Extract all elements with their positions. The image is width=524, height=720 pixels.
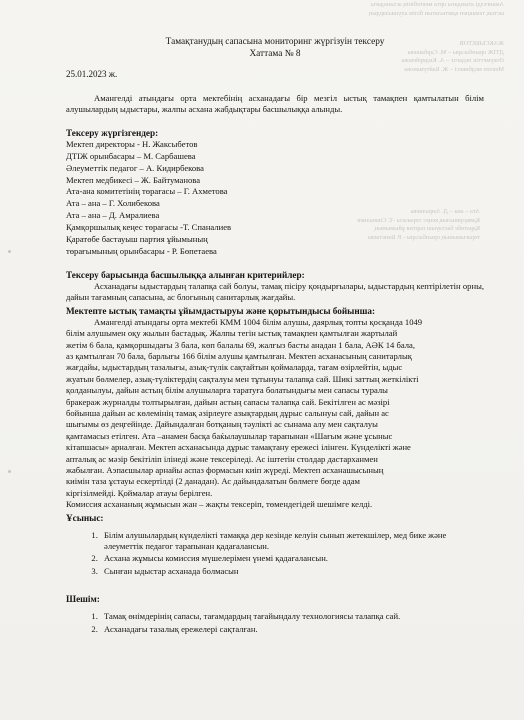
body-line: аз қамтылған 70 бала, барлығы 166 білім алушы қамтылған. Мектеп асханасының санитарлық	[66, 350, 412, 361]
decision-item: 1. Тамақ өнімдерінің сапасы, тағамдардың тағайындалу технологиясы талапқа сай.	[100, 611, 484, 622]
document-title: Тамақтанудың сапасына мониторинг жүргізуін тексеру	[165, 37, 385, 47]
hot-meal-title: Мектепте ыстық тамақты ұйымдастыруы және қорытындысы бойынша:	[66, 305, 376, 316]
body-line: апталық ас мәзір бекітіліп ілінеді және тексеріледі. Ас іштетін столдар дастарханмен	[66, 453, 378, 464]
inspector-line: Ата – ана – Г. Холибекова	[66, 198, 160, 209]
inspector-line: төрағымының орынбасары - Р. Бөпетаева	[66, 245, 217, 256]
hot-meal-body	[66, 317, 484, 511]
body-line: киімін таза ұстауы ескертілді (2 данадан). Ас дайындалатын бөлмеге бөгде адам	[66, 476, 360, 487]
bleed-line: Қамқоршылық кеңес төрағасы -Т. Спаналиев	[357, 216, 480, 224]
document-header	[66, 0, 484, 60]
bleed-line: ыстық тамақпен қамтылатын білім алушылардың	[368, 9, 504, 17]
body-line: Амангелді атындағы орта мектебі КММ 1004 білім алушы, даярлық топты қосқанда 1049	[94, 316, 423, 327]
bleed-line: Мектеп медбикесі – Ж. Байтуманова	[404, 65, 504, 73]
recommendation-list	[66, 530, 484, 578]
body-line: жетім 6 бала, қамқоршыдағы 3 бала, көп балалы 69, жалғыз басты анадан 1 бала, АӘК 14 бала,	[66, 339, 416, 350]
body-line: білім алушымен оқу жылын бастадық. Жалпы тегін ыстық тамақпен қамтылған жартылай	[66, 328, 398, 339]
inspector-line: Қаратөбе бастауыш партия ұйымының	[66, 234, 208, 245]
inspectors-title: Тексеру жүргізгендер:	[66, 127, 159, 138]
scan-speck	[8, 250, 11, 253]
bleed-line: төрағымының орынбасары - Р. Бөпетаева	[367, 233, 480, 241]
inspector-line: Ата – ана – Д. Амралиева	[66, 210, 160, 221]
body-line: қамтамасыз етілген. Ата –анамен басқа баќылаушылар тарапынан «Шағым және ұсыныс	[66, 430, 393, 441]
inspectors-list	[66, 139, 484, 258]
recommendation-item: 2. Асхана жұмысы комиссия мүшелерімен үнемі қадағалансын.	[100, 553, 484, 564]
criteria-title: Тексеру барысында басшылыққа алынған критерийлер:	[66, 269, 305, 280]
bleed-line: Амангелді атындағы орта мектебінің асханадағы	[370, 1, 504, 8]
body-line: Комиссия асхананың жұмысын жан – жақты тексеріп, төмендегідей шешімге келді.	[66, 499, 373, 510]
body-line: кіргізілмейді. Қоймалар атауы берілген.	[66, 487, 213, 498]
decision-title: Шешім:	[66, 594, 100, 605]
scan-speck	[8, 470, 11, 473]
document-date: 25.01.2023 ж.	[66, 69, 118, 79]
inspector-line: Қамқоршылық кеңес төрағасы -Т. Спаналиев	[66, 222, 232, 233]
bleed-line: Ата – ана – Д. Амралиева	[410, 208, 480, 215]
inspector-line: Мектеп медбикесі – Ж. Байтуманова	[66, 174, 201, 185]
body-line: бракераж журналды толтырылған, дайын астың сапасы талапқа сай. Бекітілген ас мәзірі	[66, 396, 390, 407]
bleed-line: Қаратөбе бастауыш партия ұйымының	[374, 225, 480, 233]
inspector-line: Әлеуметтік педагог – А. Кидирбекова	[66, 162, 204, 173]
body-line: жабылған. Аэпаєшылар арнайы аспаз формасын киіп жүреді. Мектеп асханашысының	[66, 464, 384, 475]
inspector-line: ДТІЖ орынбасары – М. Сарбашева	[66, 150, 196, 161]
body-line: жағдайы, ыдыстардың тазалығы, азық-түлік сақтайтын қоймаларда, тағам өзірлейтін, ыдыс	[66, 362, 403, 373]
protocol-number: Хаттама № 8	[249, 49, 301, 59]
bleed-line: ЖАКСЫБЕТОВ	[459, 40, 504, 47]
body-line: қолданылуы, дайын астың білім алушыларға таратуға болатындығы мен сапасы туралы	[66, 385, 388, 396]
bleed-line: Әлеуметтік педагог – А. Кидирбекова	[401, 57, 504, 65]
inspector-line: Мектеп директоры - Н. Жаксыбетов	[66, 138, 198, 149]
recommendation-item: 1. Білім алушылардың күнделікті тамаққа дер кезінде келуін сынып жетекшілер, мед бике және әлеуметтік педагог тарапынан қадағалансын.	[100, 530, 484, 553]
bleed-line: ДТІЖ орынбасары – М. Сарбашева	[407, 48, 504, 56]
body-line: жуатын бөлмелер, азық-түліктердің сақталуы мен тұтынуы талапқа сай. Шикі заттың жеткілікті	[66, 373, 419, 384]
body-line: шығымы өз деңгейінде. Дайындалған ботқаның тәуліктi ас сынама алу мен сақталуы	[66, 419, 378, 430]
decision-item: 2. Асханадағы тазалық ережелері сақталған.	[100, 624, 484, 635]
inspector-line: Ата-ана комитетінің төрағасы – Г. Ахметова	[66, 186, 228, 197]
recommendation-title: Ұсыныс:	[66, 512, 104, 523]
decision-list	[66, 611, 484, 635]
body-line: кітапшасы» арналған. Мектеп асханасында дұрыс тамақтану ережесі ілінген. Күнделікті және	[66, 442, 411, 453]
criteria-paragraph: Асханадағы ыдыстардың талапқа сай болуы, тамақ пісіру қондырғылары, ыдыстардың кептірілетін орны, дайын тағамның сапасына, ас блогының санитарлық жағдайы.	[66, 280, 484, 303]
body-line: бойынша дайын ас көлемінің тамақ әзірлеуге азықтардың дұрыс салынуы сай, дайын ас	[66, 407, 389, 418]
intro-paragraph: Амангелді атындағы орта мектебінің асханадағы бір мезгіл ыстық тамақпен қамтылатын білім алушылардың ыдыстары, жалпы асхана жабдықтары басшылыққа алынды.	[66, 93, 484, 115]
recommendation-item: 3. Сынған ыдыстар асханада болмасын	[100, 566, 484, 577]
